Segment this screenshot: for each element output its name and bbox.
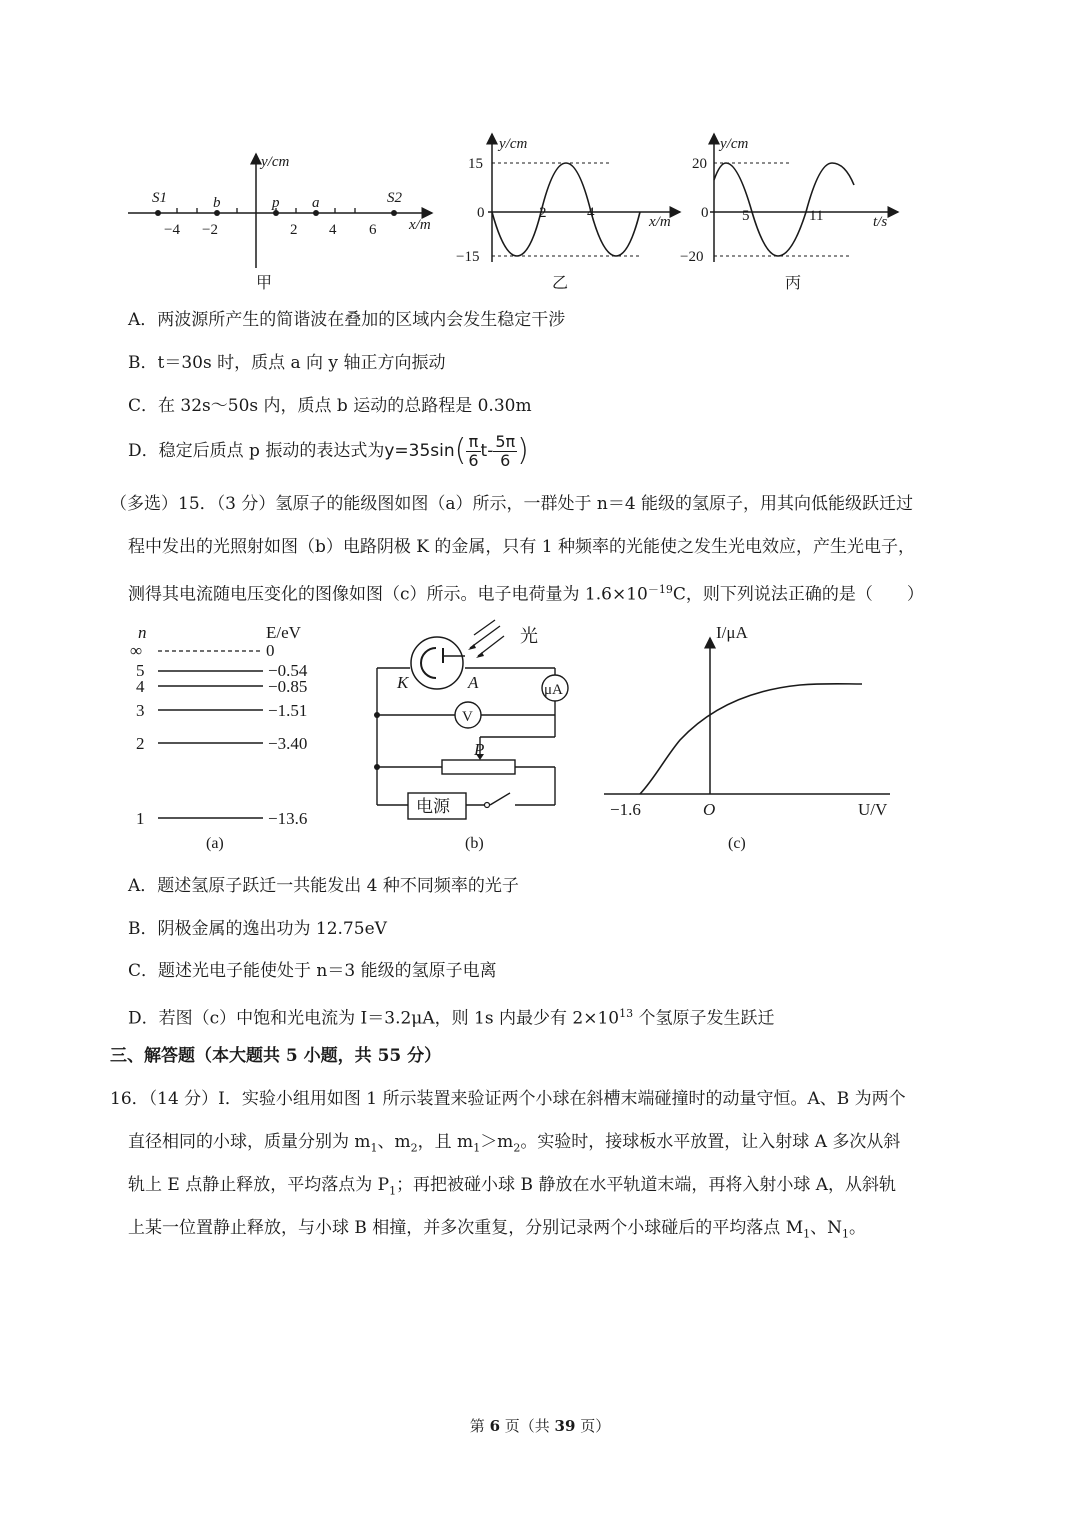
figure-yi [450, 130, 695, 300]
tick-label: 6 [369, 222, 377, 238]
x-axis-label: x/m [649, 214, 671, 230]
figure-bing [680, 130, 910, 300]
x-tick: 5 [742, 208, 750, 224]
caption-yi: 乙 [552, 275, 569, 292]
q16-line4: 上某一位置静止释放，与小球 B 相撞，并多次重复，分别记录两个小球碰后的平均落点 $M_1$、$N_1$。 [128, 1218, 866, 1241]
q14-option-a[interactable]: A．两波源所产生的简谐波在叠加的区域内会发生稳定干涉 [128, 310, 566, 330]
y-tick: 15 [468, 156, 483, 172]
wave-curve [492, 163, 640, 256]
figure-jia [120, 150, 450, 300]
point-s2 [391, 210, 397, 216]
x-tick: 4 [587, 205, 595, 221]
header-e: E/eV [266, 623, 301, 642]
origin-label: O [703, 800, 716, 819]
formula: y=35sin( $\frac{\pi}{6}$ t- $\frac{5\pi}{6}$ ) [384, 431, 529, 470]
label-source: 电源 [416, 797, 450, 816]
section-title: 三、解答题（本大题共 5 小题，共 55 分） [110, 1046, 442, 1066]
figure-iu-curve [600, 618, 910, 858]
q15-stem-line3: 测得其电流随电压变化的图像如图（c）所示。电子电荷量为 $1.6\times 10^{-19}C$，则下列说法正确的是（ ） [128, 583, 924, 605]
caption-jia: 甲 [256, 275, 273, 292]
figure-energy-levels [128, 618, 338, 858]
y-axis-label: y/cm [261, 154, 290, 170]
y-axis-label: y/cm [499, 136, 528, 152]
wave-curve [714, 163, 854, 256]
q16-line1: 16．（14 分）Ⅰ．实验小组用如图 1 所示装置来验证两个小球在斜槽末端碰撞时的动量守恒。A、B 为两个 [110, 1089, 906, 1109]
y-tick: −20 [680, 249, 704, 265]
q16-line2: 直径相同的小球，质量分别为 $m_1$、$m_2$，且 $m_1>m_2$。实验时，接球板水平放置，让入射球 A 多次从斜 [128, 1132, 901, 1155]
x-tick: 11 [809, 208, 824, 224]
label-s1: S1 [152, 190, 167, 206]
caption-a: (a) [206, 835, 224, 852]
page-footer: 第 6 页（共 39 页） [469, 1417, 611, 1435]
tick-label: −2 [202, 222, 218, 238]
page-total: 39 [554, 1417, 576, 1435]
level-e: −1.51 [268, 701, 308, 720]
level-n: 3 [136, 701, 145, 720]
q14-option-d[interactable] [128, 431, 529, 471]
figure-circuit [370, 618, 580, 858]
rheostat [442, 760, 515, 774]
level-e: −3.40 [268, 734, 308, 753]
level-e: 0 [266, 641, 275, 660]
q15-option-d[interactable]: D．若图（c）中饱和光电流为 I＝3.2μA，则 1s 内最少有 $2\times 10^{13}$ 个氢原子发生跃迁 [128, 1007, 775, 1029]
label-k: K [397, 673, 409, 692]
level-n: 4 [136, 677, 145, 696]
q15-option-c[interactable]: C．题述光电子能使处于 n＝3 能级的氢原子电离 [128, 961, 497, 981]
label-a: a [312, 195, 320, 211]
x-axis-label: x/m [409, 217, 431, 233]
x-axis-label: U/V [858, 800, 888, 819]
header-n: n [138, 623, 147, 642]
x-tick-label: −1.6 [610, 800, 641, 819]
tick-label: 4 [329, 222, 337, 238]
y-tick: 20 [692, 156, 707, 172]
level-e: −13.6 [268, 809, 308, 828]
q14-option-c[interactable]: C．在 32s～50s 内，质点 b 运动的总路程是 0.30m [128, 396, 532, 416]
level-e: −0.54 [268, 661, 308, 680]
label-p: p [272, 195, 280, 211]
q15-stem-line1: （多选）15．（3 分）氢原子的能级图如图（a）所示，一群处于 n＝4 能级的氢原子，用其向低能级跃迁过 [110, 494, 914, 514]
label-v: V [462, 709, 473, 725]
label-ua: μA [544, 682, 563, 698]
page-number: 6 [489, 1417, 500, 1435]
caption-bing: 丙 [785, 275, 802, 292]
x-axis-label: t/s [873, 214, 888, 230]
caption-c: (c) [728, 835, 746, 852]
x-tick: 2 [539, 205, 547, 221]
y-tick: −15 [456, 249, 480, 265]
q14-option-b[interactable]: B．t＝30s 时，质点 a 向 y 轴正方向振动 [128, 353, 446, 373]
label-b: b [213, 195, 221, 211]
q15-option-a[interactable]: A．题述氢原子跃迁一共能发出 4 种不同频率的光子 [128, 876, 519, 896]
level-n: ∞ [130, 641, 143, 660]
y-axis-label: y/cm [720, 136, 749, 152]
q15-option-b[interactable]: B．阴极金属的逸出功为 12.75eV [128, 919, 387, 939]
current-curve [640, 684, 862, 794]
y-axis-label: I/μA [716, 623, 748, 642]
label-p: P [474, 740, 485, 759]
q16-line3: 轨上 E 点静止释放，平均落点为 $P_1$；再把被碰小球 B 静放在水平轨道末端，再将入射小球 A，从斜轨 [128, 1175, 897, 1198]
phototube [411, 637, 463, 689]
label-a: A [468, 673, 479, 692]
y-tick: 0 [477, 205, 485, 221]
y-tick: 0 [701, 205, 709, 221]
tick-label: −4 [164, 222, 180, 238]
label-s2: S2 [387, 190, 402, 206]
cathode-k [421, 648, 436, 678]
point-s1 [155, 210, 161, 216]
level-n: 1 [136, 809, 145, 828]
option-d-text: D．稳定后质点 p 振动的表达式为 [128, 441, 385, 461]
level-n: 2 [136, 734, 145, 753]
tick-label: 2 [290, 222, 298, 238]
caption-b: (b) [465, 835, 484, 852]
q15-stem-line2: 程中发出的光照射如图（b）电路阴极 K 的金属，只有 1 种频率的光能使之发生光电效应，产生光电子， [128, 537, 916, 557]
level-n: 5 [136, 661, 145, 680]
label-light: 光 [520, 626, 538, 646]
level-e: −0.85 [268, 677, 308, 696]
